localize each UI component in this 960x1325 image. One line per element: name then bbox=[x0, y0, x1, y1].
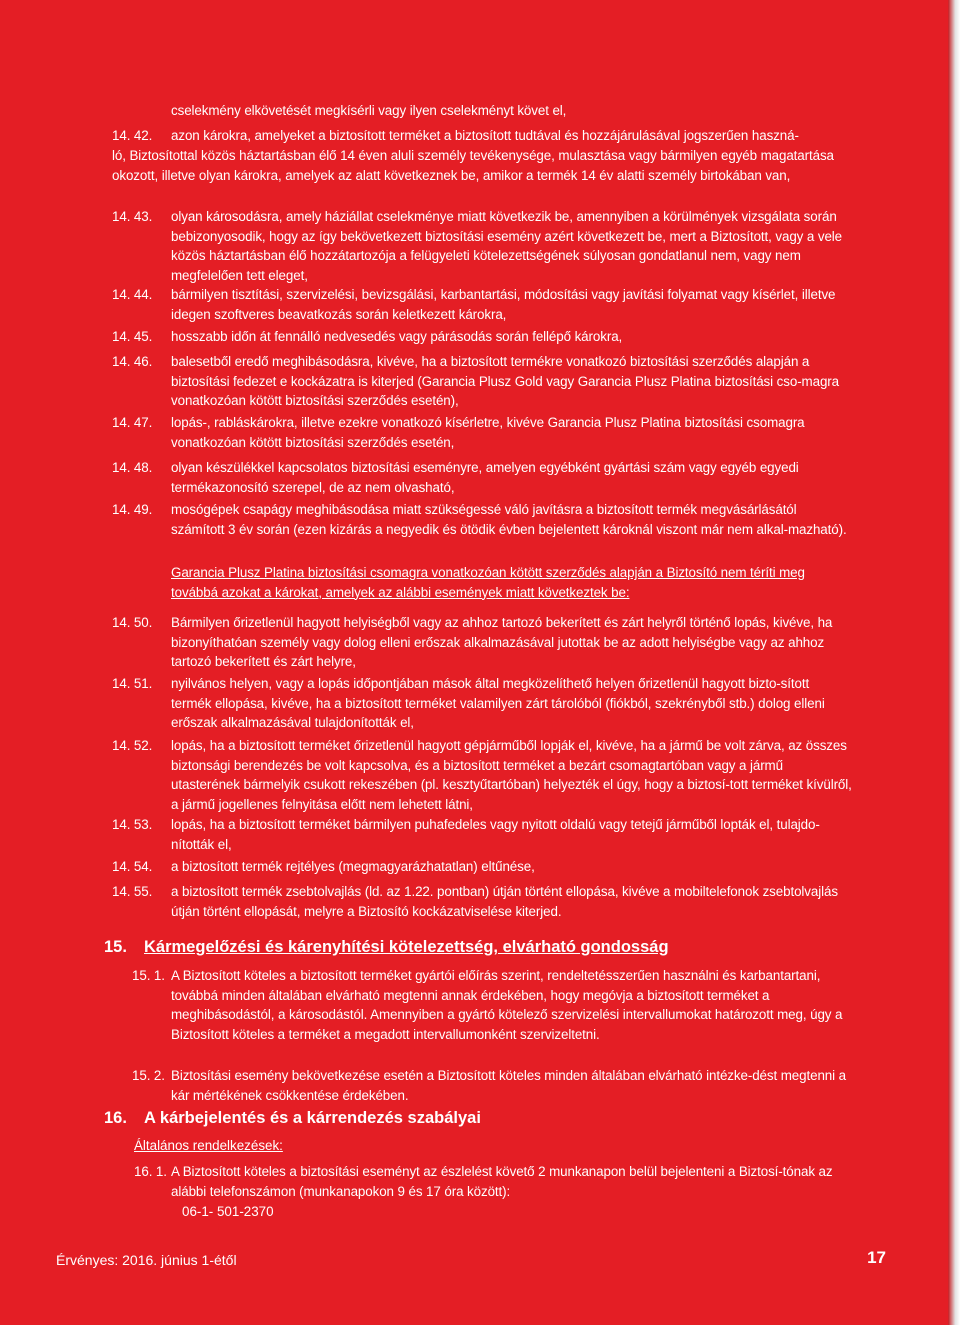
list-item bbox=[112, 500, 852, 539]
item-number: 14. 45. bbox=[112, 329, 153, 344]
item-number: 14. 51. bbox=[112, 676, 153, 691]
item-text: nyilvános helyen, vagy a lopás időpontjában mások által megközelíthető helyen őrizetlenül hagyott bizto-sított termék ellopása, kivéve, ha a biztosított terméket valamilyen zárt tárolóból (fiókból, szekrényből stb.) dolog elleni erőszak alkalmazásával tulajdonították el, bbox=[171, 676, 825, 731]
section-heading-15 bbox=[104, 936, 669, 958]
phone-number: 06-1- 501-2370 bbox=[182, 1204, 274, 1219]
item-number: 14. 48. bbox=[112, 460, 153, 475]
list-item bbox=[112, 352, 852, 411]
list-item bbox=[112, 815, 852, 854]
list-item bbox=[112, 613, 852, 672]
item-text: bármilyen tisztítási, szervizelési, bevizsgálási, karbantartási, módosítási vagy javítási folyamat vagy kísérlet, illetve idegen szoftveres beavatkozás során keletkezett károkra, bbox=[171, 287, 836, 322]
section-title: A kárbejelentés és a kárrendezés szabályai bbox=[144, 1109, 481, 1127]
item-number: 14. 53. bbox=[112, 817, 153, 832]
item-number: 14. 47. bbox=[112, 415, 153, 430]
item-text: lopás-, rabláskárokra, illetve ezekre vonatkozó kísérletre, kivéve Garancia Plusz Platina biztosítási csomagra vonatkozóan kötött biztosítási szerződés esetén, bbox=[171, 415, 805, 450]
item-number: 14. 44. bbox=[112, 287, 153, 302]
item-text: cselekmény elkövetését megkísérli vagy ilyen cselekményt követ el, bbox=[171, 103, 567, 118]
item-text: A Biztosított köteles a biztosított terméket gyártói előírás szerint, rendeltetésszerűen használni és karbantartani, továbbá minden általában elvárható megtenni annak érdekében, hogy megóvja a biztosított terméket a meghibásodástól, a károsodástól. Amennyiben a gyártó kötelező szervizelési intervallumokat határozott meg, úgy a Biztosított köteles a terméket a megadott intervallumonként szervizeltetni. bbox=[171, 968, 843, 1042]
section-heading-16 bbox=[104, 1107, 481, 1129]
item-number: 14. 50. bbox=[112, 615, 153, 630]
item-text: azon károkra, amelyeket a biztosított terméket a biztosított tudtával és hozzájárulásával jogszerűen haszná- bbox=[171, 128, 799, 143]
list-item bbox=[112, 126, 852, 146]
item-text: olyan károsodásra, amely háziállat cselekménye miatt következik be, amennyiben a körülmények vizsgálata során bebizonyosodik, hogy az így bekövetkezett biztosítási esemény azért következett be, mert a Biztosított, vagy a vele közös háztartásban élő hozzátartozója a felügyeleti kötelezettségének súlyosan gondatlanul nem, vagy nem megfelelően tett eleget, bbox=[171, 209, 843, 283]
list-item bbox=[112, 207, 852, 285]
list-item bbox=[112, 1162, 852, 1201]
section-number: 15. bbox=[104, 938, 127, 956]
list-item bbox=[112, 674, 852, 733]
item-text: olyan készülékkel kapcsolatos biztosítási eseményre, amelyen egyébként gyártási szám vagy egyéb egyedi termékazonosító szerepel, de az nem olvasható, bbox=[171, 460, 799, 495]
item-text: a biztosított termék rejtélyes (megmagyarázhatatlan) eltűnése, bbox=[171, 859, 535, 874]
item-text: a biztosított termék zsebtolvajlás (ld. az 1.22. pontban) útján történt ellopása, kivéve a mobiltelefonok zsebtolvajlás útján történt ellopását, melyre a Biztosító kockázatviselése kiterjed. bbox=[171, 884, 838, 919]
item-text: hosszabb időn át fennálló nedvesedés vagy párásodás során fellépő károkra, bbox=[171, 329, 623, 344]
item-number: 14. 43. bbox=[112, 209, 153, 224]
section-number: 16. bbox=[104, 1109, 127, 1127]
list-item bbox=[112, 882, 852, 921]
item-number: 15. 2. bbox=[132, 1068, 165, 1083]
item-text: Bármilyen őrizetlenül hagyott helyiségből vagy az ahhoz tartozó bekerített és zárt helyről történő lopás, kivéve, ha bizonyíthatóan személy vagy dolog elleni erőszak alkalmazásával jutottak be az adott helyiségbe vagy az ahhoz tartozó bekerített és zárt helyre, bbox=[171, 615, 833, 670]
item-text: mosógépek csapágy meghibásodása miatt szükségessé váló javításra a biztosított termék megvásárlásától számított 3 év során (ezen kizárás a negyedik és ötödik évben bejelentett károknál viszont már nem alkal-mazható). bbox=[171, 502, 847, 537]
section-title: Kármegelőzési és kárenyhítési kötelezettség, elvárható gondosság bbox=[144, 938, 669, 956]
list-item bbox=[112, 736, 852, 814]
list-item bbox=[112, 857, 852, 877]
item-number: 14. 54. bbox=[112, 859, 153, 874]
item-number: 14. 55. bbox=[112, 884, 153, 899]
item-text: lopás, ha a biztosított terméket bármilyen puhafedeles vagy nyitott oldalú vagy tetejű járműből lopták el, tulajdo-nították el, bbox=[171, 817, 820, 852]
subheading: Általános rendelkezések: bbox=[134, 1138, 283, 1153]
list-item bbox=[112, 1066, 852, 1105]
platina-note bbox=[112, 563, 852, 602]
list-item bbox=[112, 285, 852, 324]
item-text: ló, Biztosítottal közös háztartásban élő 14 éven aluli személy tevékenysége, mulasztása vagy bármilyen egyéb magatartása okozott, illetve olyan károkra, amelyek az alatt következnek be, amikor a termék 14 év alatti személy birtokában van, bbox=[112, 148, 834, 183]
page-edge bbox=[948, 0, 960, 1325]
item-number: 15. 1. bbox=[132, 968, 165, 983]
list-item-continuation bbox=[112, 146, 852, 185]
item-number: 14. 52. bbox=[112, 738, 153, 753]
list-item bbox=[112, 327, 852, 347]
validity-footer: Érvényes: 2016. június 1-étől bbox=[56, 1252, 237, 1268]
item-number: 14. 42. bbox=[112, 128, 153, 143]
item-number: 14. 49. bbox=[112, 502, 153, 517]
item-text: lopás, ha a biztosított terméket őrizetlenül hagyott gépjárműből lopják el, kivéve, ha a jármű be volt zárva, az összes biztonsági berendezés be volt kapcsolva, és a biztosított terméket a bezárt csomagtartóban vagy a jármű utasterének bármelyik csukott rekeszében (pl. kesztyűtartóban) helyezték el úgy, hogy a biztosí-tott terméket kívülről, a jármű jogellenes felnyitása előtt nem lehetett látni, bbox=[171, 738, 852, 812]
item-text: Garancia Plusz Platina biztosítási csomagra vonatkozóan kötött szerződés alapján a Biztosító nem téríti meg továbbá azokat a károkat, amelyek az alábbi események miatt következtek be: bbox=[171, 565, 805, 600]
list-item bbox=[112, 101, 852, 121]
item-text: A Biztosított köteles a biztosítási eseményt az észlelést követő 2 munkanapon belül bejelenteni a Biztosí-tónak az alábbi telefonszámon (munkanapokon 9 és 17 óra között): bbox=[171, 1164, 833, 1199]
list-item bbox=[112, 413, 852, 452]
item-text: balesetből eredő meghibásodásra, kivéve, ha a biztosított termékre vonatkozó biztosítási szerződés alapján a biztosítási fedezet e kockázatra is kiterjed (Garancia Plusz Gold vagy Garancia Plusz Platina biztosítási cso-magra vonatkozóan kötött biztosítási szerződés esetén), bbox=[171, 354, 840, 409]
list-item bbox=[112, 966, 852, 1044]
list-item bbox=[112, 458, 852, 497]
item-number: 16. 1. bbox=[134, 1164, 167, 1179]
item-number: 14. 46. bbox=[112, 354, 153, 369]
page-number: 17 bbox=[867, 1248, 886, 1267]
item-text: Biztosítási esemény bekövetkezése esetén a Biztosított köteles minden általában elvárható intézke-dést megtenni a kár mértékének csökkentése érdekében. bbox=[171, 1068, 846, 1103]
